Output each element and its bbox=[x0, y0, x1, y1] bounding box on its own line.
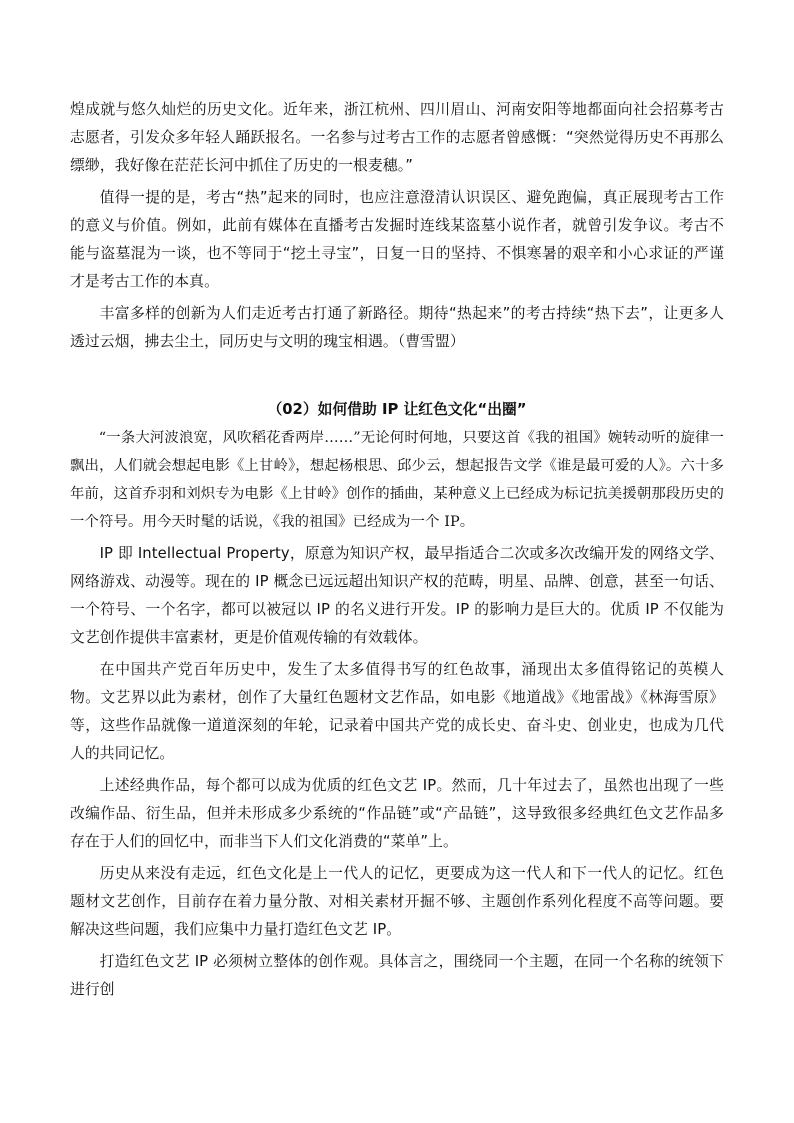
paragraph: 上述经典作品，每个都可以成为优质的红色文艺 IP。然而，几十年过去了，虽然也出现了一些改编作品、衍生品，但并未形成多少系统的“作品链”或“产品链”，这导致很多经典红色文艺作品多存在于人们的回忆中，而非当下人们文化消费的“菜单”上。 bbox=[70, 777, 724, 850]
paragraph: 打造红色文艺 IP 必须树立整体的创作观。具体言之，围绕同一个主题，在同一个名称的统领下进行创 bbox=[70, 953, 724, 998]
document-body bbox=[70, 96, 724, 1004]
paragraph: 值得一提的是，考古“热”起来的同时，也应注意澄清认识误区、避免跑偏，真正展现考古工作的意义与价值。例如，此前有媒体在直播考古发掘时连线某盗墓小说作者，就曾引发争议。考古不能与盗墓混为一谈，也不等同于“挖土寻宝”，日复一日的坚持、不惧寒暑的艰辛和小心求证的严谨才是考古工作的本真。 bbox=[70, 189, 724, 290]
paragraph: 煌成就与悠久灿烂的历史文化。近年来，浙江杭州、四川眉山、河南安阳等地都面向社会招募考古志愿者，引发众多年轻人踊跃报名。一名参与过考古工作的志愿者曾感慨：“突然觉得历史不再那么缥缈，我好像在茫茫长河中抓住了历史的一根麦穗。” bbox=[70, 101, 724, 174]
section-title: （02）如何借助 IP 让红色文化“出圈” bbox=[267, 401, 527, 418]
paragraph: 历史从来没有走远，红色文化是上一代人的记忆，更要成为这一代人和下一代人的记忆。红色题材文艺创作，目前存在着力量分散、对相关素材开掘不够、主题创作系列化程度不高等问题。要解决这些问题，我们应集中力量打造红色文艺 IP。 bbox=[70, 865, 724, 938]
paragraph: “一条大河波浪宽，风吹稻花香两岸……”无论何时何地，只要这首《我的祖国》婉转动听的旋律一飘出，人们就会想起电影《上甘岭》，想起杨根思、邱少云，想起报告文学《谁是最可爱的人》。六十多年前，这首乔羽和刘炽专为电影《上甘岭》创作的插曲，某种意义上已经成为标记抗美援朝那段历史的一个符号。用今天时髦的话说，《我的祖国》已经成为一个 IP。 bbox=[70, 430, 724, 530]
paragraph: 丰富多样的创新为人们走近考古打通了新路径。期待“热起来”的考古持续“热下去”，让更多人透过云烟，拂去尘土，同历史与文明的瑰宝相遇。（曹雪盟） bbox=[70, 305, 724, 350]
paragraph: 在中国共产党百年历史中，发生了太多值得书写的红色故事，涌现出太多值得铭记的英模人物。文艺界以此为素材，创作了大量红色题材文艺作品，如电影《地道战》《地雷战》《林海雪原》等，这些作品就像一道道深刻的年轮，记录着中国共产党的成长史、奋斗史、创业史，也成为几代人的共同记忆。 bbox=[70, 661, 724, 762]
paragraph: IP 即 Intellectual Property，原意为知识产权，最早指适合二次或多次改编开发的网络文学、网络游戏、动漫等。现在的 IP 概念已远远超出知识产权的范畴，明星、品牌、创意，甚至一句话、一个符号、一个名字，都可以被冠以 IP 的名义进行开发。IP 的影响力是巨大的。优质 IP 不仅能为文艺创作提供丰富素材，更是价值观传输的有效载体。 bbox=[70, 545, 724, 646]
